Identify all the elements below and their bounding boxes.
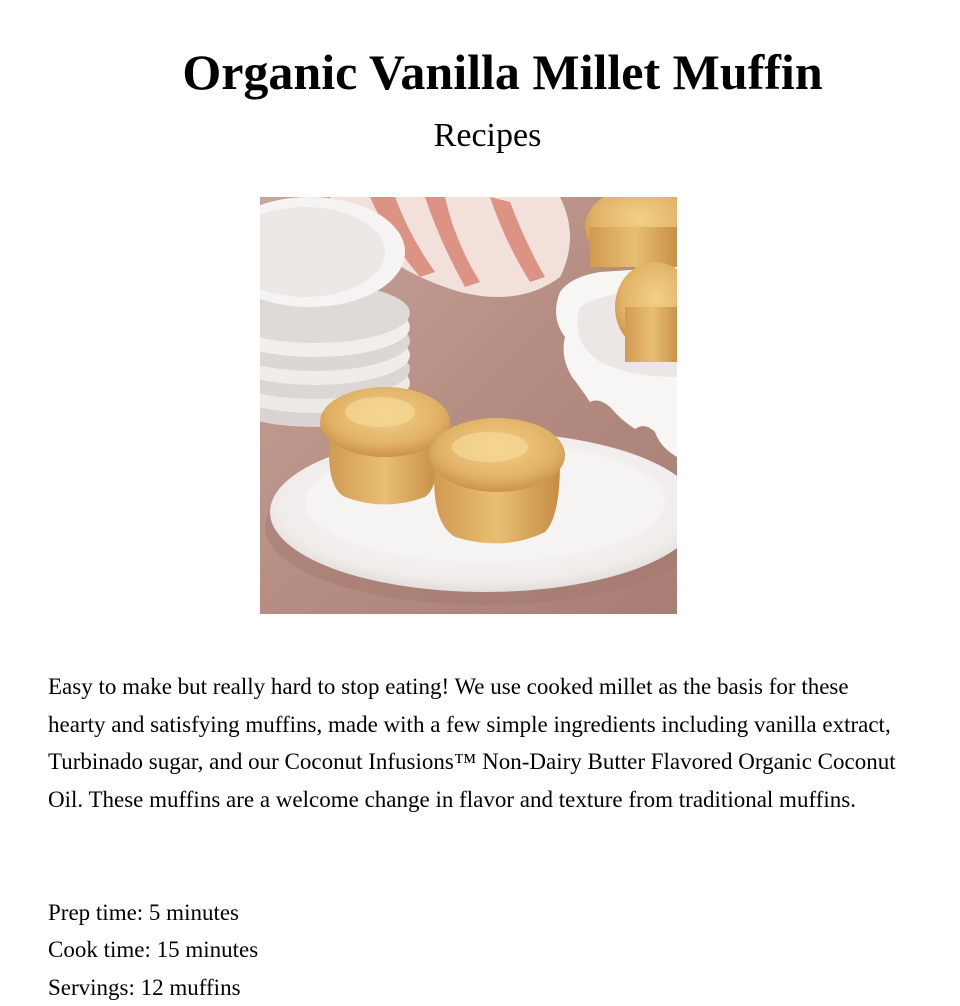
recipe-intro: Easy to make but really hard to stop eating! We use cooked millet as the basis for these hearty and satisfying muffins, made with a few simple ingredients including vanilla extract, Turbinado sugar, and our Coconut Infusions™ Non-Dairy Butter Flavored Organic Coconut Oil. These muffins are a welcome change in flavor and texture from traditional muffins. [48,674,896,812]
muffin-photo [260,197,677,614]
recipe-subtitle: Recipes [433,117,542,154]
recipe-details [48,894,908,1006]
servings: Servings: 12 muffins [48,974,241,1000]
muffin-left [320,387,450,505]
recipe-title: Organic Vanilla Millet Muffin [182,44,823,100]
prep-time: Prep time: 5 minutes [48,900,240,925]
cook-time: Cook time: 15 minutes [48,937,259,963]
muffin-right [429,418,565,543]
